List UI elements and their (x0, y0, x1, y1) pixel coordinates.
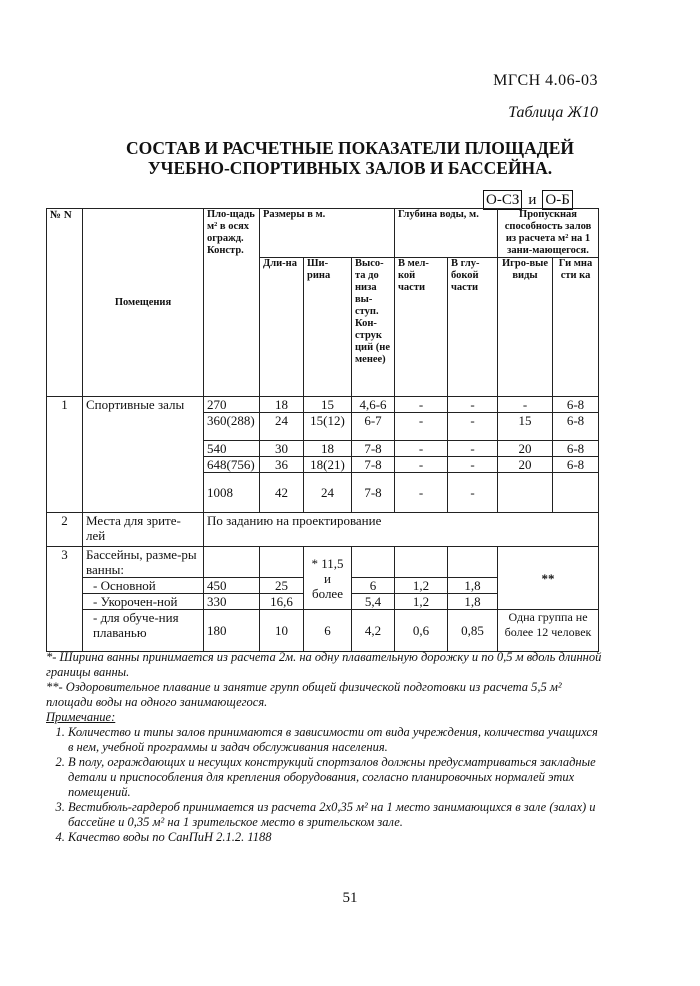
header-area: Пло-щадь м² в осях огражд. Констр. (204, 209, 260, 397)
deep-cell: 0,85 (448, 610, 498, 652)
note-item-3: 3. Вестибюль-гардероб принимается из расчета 2х0,35 м² на 1 место занимающихся в зале (залах) и бассейне и 0,35 м² на 1 зрительское место в зрительском зале. (68, 800, 606, 830)
area-cell: 540 (204, 441, 260, 457)
section-1-name: Спортивные залы (83, 397, 204, 513)
header-num: № N (47, 209, 83, 397)
deep-cell (448, 547, 498, 578)
table-number: Таблица Ж10 (508, 104, 598, 121)
height-cell: 4,6-6 (352, 397, 395, 413)
shallow-cell: 1,2 (395, 594, 448, 610)
pool-main-name: - Основной (83, 578, 204, 594)
height-cell (352, 547, 395, 578)
shallow-cell: 1,2 (395, 578, 448, 594)
width-cell: 6 (304, 610, 352, 652)
shallow-cell: - (395, 441, 448, 457)
deep-cell: - (448, 413, 498, 441)
deep-cell: 1,8 (448, 594, 498, 610)
header-room: Помещения (83, 209, 204, 397)
header-length: Дли-на (260, 258, 304, 397)
shallow-cell: - (395, 397, 448, 413)
width-cell: 24 (304, 473, 352, 513)
height-cell: 6-7 (352, 413, 395, 441)
notes-heading: Примечание: (46, 710, 116, 724)
header-height: Высо-та до низа вы-ступ. Кон-струк ций (не менее) (352, 258, 395, 397)
height-cell: 4,2 (352, 610, 395, 652)
deep-cell: - (448, 473, 498, 513)
width-cell: 15(12) (304, 413, 352, 441)
pool-train-name: - для обуче-ния плаванью (83, 610, 204, 652)
header-deep: В глу-бокой части (448, 258, 498, 397)
area-cell (204, 547, 260, 578)
deep-cell: 1,8 (448, 578, 498, 594)
width-cell: 18 (304, 441, 352, 457)
length-cell: 16,6 (260, 594, 304, 610)
notes-list (46, 725, 606, 845)
height-cell: 7-8 (352, 441, 395, 457)
page-number: 51 (342, 890, 358, 906)
games-cell: - (498, 397, 553, 413)
title-line-2: УЧЕБНО-СПОРТИВНЫХ ЗАЛОВ И БАССЕЙНА. (147, 158, 553, 178)
shallow-cell: - (395, 457, 448, 473)
length-cell: 36 (260, 457, 304, 473)
header-shallow: В мел-кой части (395, 258, 448, 397)
height-cell: 7-8 (352, 473, 395, 513)
area-cell: 270 (204, 397, 260, 413)
height-cell: 7-8 (352, 457, 395, 473)
footnote-star1: *- Ширина ванны принимается из расчета 2м. на одну плавательную дорожку и по 0,5 м вдоль длинной границы ванны. (46, 650, 602, 679)
shallow-cell: 0,6 (395, 610, 448, 652)
gym-cell: 6-8 (553, 413, 599, 441)
header-capacity: Пропускная способность залов из расчета м² на 1 зани-мающегося. (498, 209, 599, 258)
games-cell: 20 (498, 441, 553, 457)
gym-cell: 6-8 (553, 457, 599, 473)
pool-short-name: - Укорочен-ной (83, 594, 204, 610)
code-box-b: О-Б (542, 190, 572, 210)
section-3-name: Бассейны, разме-ры ванны: (83, 547, 204, 578)
length-cell: 24 (260, 413, 304, 441)
note-item-4: 4. Качество воды по СанПиН 2.1.2. 1188 (68, 830, 606, 845)
length-cell (260, 547, 304, 578)
note-item-1: 1. Количество и типы залов принимаются в зависимости от вида учреждения, количества учащихся в нем, учебной программы и задач обслуживания населения. (68, 725, 606, 755)
height-cell: 6 (352, 578, 395, 594)
length-cell: 30 (260, 441, 304, 457)
area-cell: 648(756) (204, 457, 260, 473)
section-2-name: Места для зрите-лей (83, 513, 204, 547)
category-codes (483, 190, 573, 210)
deep-cell: - (448, 457, 498, 473)
table-row (47, 397, 599, 413)
table-row (47, 513, 599, 547)
header-dims: Размеры в м. (260, 209, 395, 258)
note-item-2: 2. В полу, ограждающих и несущих конструкций спортзалов должны предусматриваться закладные детали и приспособления для крепления оборудования, согласно планировочных нормалей этих помещений. (68, 755, 606, 800)
area-cell: 1008 (204, 473, 260, 513)
games-cell: 20 (498, 457, 553, 473)
shallow-cell: - (395, 473, 448, 513)
header-row-1 (47, 209, 599, 258)
shallow-cell: - (395, 413, 448, 441)
length-cell: 25 (260, 578, 304, 594)
pool-group-note: Одна группа не более 12 человек (498, 610, 599, 652)
code-and: и (528, 192, 537, 208)
table-row (47, 547, 599, 578)
length-cell: 18 (260, 397, 304, 413)
page-title (0, 138, 700, 178)
area-cell: 360(288) (204, 413, 260, 441)
facilities-table (46, 208, 599, 652)
section-3-num: 3 (47, 547, 83, 652)
header-width: Ши-рина (304, 258, 352, 397)
height-cell: 5,4 (352, 594, 395, 610)
deep-cell: - (448, 441, 498, 457)
header-games: Игро-вые виды (498, 258, 553, 397)
pool-width-note: * 11,5 и более (304, 547, 352, 610)
area-cell: 330 (204, 594, 260, 610)
table-row (47, 610, 599, 652)
shallow-cell (395, 547, 448, 578)
title-line-1: СОСТАВ И РАСЧЕТНЫЕ ПОКАЗАТЕЛИ ПЛОЩАДЕЙ (125, 138, 575, 158)
width-cell: 15 (304, 397, 352, 413)
header-depth: Глубина воды, м. (395, 209, 498, 258)
games-cell: 15 (498, 413, 553, 441)
footnotes (46, 650, 606, 845)
header-gym: Ги мна сти ка (553, 258, 599, 397)
section-2-value: По заданию на проектирование (204, 513, 599, 547)
document-code: МГСН 4.06-03 (493, 72, 598, 89)
gym-cell: 6-8 (553, 441, 599, 457)
section-1-num: 1 (47, 397, 83, 513)
area-cell: 450 (204, 578, 260, 594)
pool-capacity-mark: ** (498, 547, 599, 610)
gym-cell (553, 473, 599, 513)
footnote-star2: **- Оздоровительное плавание и занятие групп общей физической подготовки из расчета 5,5 м² площади воды на одного занимающегося. (46, 680, 562, 709)
games-cell (498, 473, 553, 513)
section-2-num: 2 (47, 513, 83, 547)
area-cell: 180 (204, 610, 260, 652)
width-cell: 18(21) (304, 457, 352, 473)
code-box-a: О-СЗ (483, 190, 522, 210)
length-cell: 10 (260, 610, 304, 652)
length-cell: 42 (260, 473, 304, 513)
deep-cell: - (448, 397, 498, 413)
gym-cell: 6-8 (553, 397, 599, 413)
